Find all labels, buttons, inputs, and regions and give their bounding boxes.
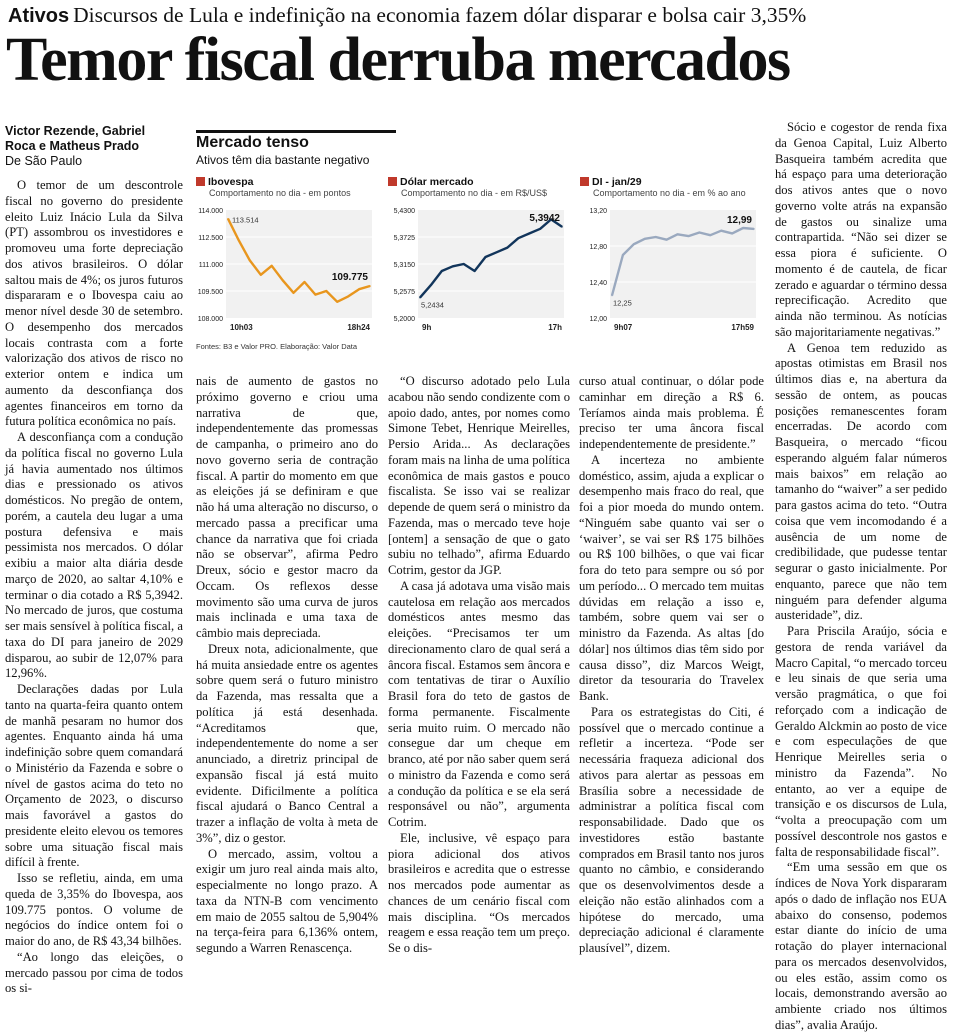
data-point [293, 292, 295, 294]
y-tick-label: 109.500 [197, 289, 223, 296]
data-point [315, 294, 317, 296]
chart-title: DI - jan/29 [580, 176, 642, 188]
paragraph: Para Priscila Araújo, sócia e gestora de renda variável da Macro Capital, “o mercado torceu e leu sinais de que seria uma versão pragmática, o que foi reforçado com a indicação de Geraldo Alckmin ao posto de vice e com especulações de que Henrique Meirelles seria o ministro da Fazenda”. No entanto, ao ver a equipe de transição e os discursos de Lula, “volta a preocupação com um possível descontrole nos gastos e falta de responsabilidade fiscal”. [775, 624, 947, 859]
data-point [507, 247, 509, 249]
data-point [528, 233, 530, 235]
chart-subtitle: Comportamento no dia - em R$/US$ [401, 188, 548, 198]
data-point [358, 288, 360, 290]
x-tick-label: 9h07 [614, 323, 633, 332]
data-point [369, 285, 371, 287]
byline-authors: Victor Rezende, Gabriel Roca e Matheus Prado [5, 124, 146, 153]
data-point [753, 228, 755, 230]
x-tick-label: 17h [548, 323, 562, 332]
chart-svg [196, 200, 379, 350]
data-point [496, 251, 498, 253]
headline: Temor fiscal derruba mercados [6, 26, 790, 94]
y-tick-label: 5,3150 [393, 262, 415, 269]
byline [5, 124, 175, 169]
y-tick-label: 112.500 [198, 235, 223, 242]
data-point [271, 265, 273, 267]
chart-svg [388, 200, 571, 350]
data-point [282, 279, 284, 281]
paragraph: A desconfiança com a condução da política fiscal no governo Lula já havia aumentado nos últimos dias e pressionado os ativos domésticos. No pregão de ontem, porém, a cautela deu lugar a uma postura defensiva e mais pessimista nos mercados. O dólar exibiu a maior alta diária desde março de 2020, ao saltar 4,10% e terminar o dia cotado a R$ 5,3942. No mercado de juros, que costuma ser mais sensível à política fiscal, a taxa do DI para janeiro de 2029 disparou, ao subir de 12,07% para 12,96%. [5, 430, 183, 681]
y-tick-label: 111.000 [198, 262, 223, 269]
data-label-low: 12,25 [613, 298, 632, 308]
chart-marker-icon [580, 177, 589, 186]
data-point [347, 296, 349, 298]
paragraph: A Genoa tem reduzido as apostas otimistas em Brasil nos últimos dias e, na abertura da sessão de ontem, as poucas posições remanescentes foram encerradas. De acordo com Basqueira, o mercado “ficou esperando alguém falar números mais baixos” em relação ao tamanho do “waiver” a ser pedido para gastos acima do teto. “Outra coisa que vem incomodando é a ausência de um nome de credibilidade, que pudesse tentar segurar o gasto inicialmente. Por enquanto, parece que não tem ninguém para defender alguma austeridade”, diz. [775, 340, 947, 623]
y-tick-label: 114.000 [198, 208, 223, 215]
chart-title: Ibovespa [196, 176, 254, 188]
paragraph: curso atual continuar, o dólar pode caminhar em direção a R$ 6. Teríamos ainda mais problema. É preciso ter uma âncora fiscal independentemente de presidente.” [579, 374, 764, 451]
paragraph: “Ao longo das eleições, o mercado passou por cima de todos os si- [5, 949, 183, 996]
plot-area [610, 210, 756, 318]
data-point [419, 297, 421, 299]
data-point [430, 284, 432, 286]
data-point [249, 260, 251, 262]
paragraph: Declarações dadas por Lula tanto na quarta-feira quanto ontem de manhã pesaram no humor dos agentes. Enquanto ainda há uma indefinição sobre quem comandará o Ministério da Fazenda e sobre o nível de gastos acima do teto no Orçamento de 2023, o discurso mais favorável a gastos do presidente eleito elevou os temores sobre uma situação fiscal mais difícil à frente. [5, 682, 183, 870]
x-tick-label: 17h59 [731, 323, 754, 332]
paragraph: A incerteza no ambiente doméstico, assim, ajuda a explicar o desempenho mais fraco do real, que foi a pior moeda do mundo ontem. “Ninguém sabe quanto vai ser o ‘waiver’, se vai ser R$ 175 bilhões ou R$ 100 bilhões, o que vai ficar fora do teto para sempre ou só por um período... O mercado tem muitas dúvidas em relação a isso e, também, sobre quem vai ser o ministro da Fazenda. As altas [do dólar] nos últimos dias têm sido por causa disso”, diz Marcos Weigt, diretor da tesouraria do Travelex Bank. [579, 452, 764, 703]
data-point [688, 235, 690, 237]
data-label-last: 109.775 [331, 272, 368, 284]
data-point [452, 266, 454, 268]
data-label-last: 12,99 [726, 214, 752, 226]
data-point [441, 270, 443, 272]
section-label: Ativos [8, 5, 70, 27]
data-point [742, 227, 744, 229]
data-label-last: 5,3942 [529, 212, 560, 224]
chart-subtitle: Comportamento no dia - em % ao ano [593, 188, 746, 198]
data-point [731, 233, 733, 235]
chart-subtitle: Comportamento no dia - em pontos [209, 188, 351, 198]
data-point [561, 226, 563, 228]
y-tick-label: 5,2000 [393, 316, 415, 323]
y-tick-label: 5,3725 [393, 235, 415, 242]
data-point [677, 234, 679, 236]
x-tick-label: 18h24 [347, 323, 370, 332]
x-tick-label: 9h [422, 323, 432, 332]
data-point [699, 232, 701, 234]
y-tick-label: 12,80 [589, 244, 607, 251]
paragraph: Para os estrategistas do Citi, é possível que o mercado continue a refletir a incerteza. “Pode ser necessária fraqueza adicional dos ativos para alertar as pessoas em Brasília sobre a necessidade de administrar a política fiscal com responsabilidade. Dado que os investidores estão bastante comprados em Brasil tanto nos juros quanto no câmbio, e considerando que os desenvolvimentos desde a eleição não estão alinhados com a hipótese do mercado, uma depreciação adicional é claramente plausível”, dizem. [579, 704, 764, 955]
data-point [304, 281, 306, 283]
paragraph: Sócio e cogestor de renda fixa da Genoa Capital, Luiz Alberto Basqueira também acredita que há espaço para uma deterioração dos ativos antes que o novo governo volte atrás na expansão de gastos ou sinalize uma contrapartida. “Não sei dizer se essa piora é suficiente. O momento é de cautela, de ficar zerado e aguardar o término dessa reprecificação. Acredito que ainda não terminou. As notícias são majoritariamente negativas.” [775, 120, 947, 339]
infographic-subtitle: Ativos têm dia bastante negativo [196, 153, 370, 167]
data-point [227, 218, 229, 220]
article-deck [8, 2, 948, 29]
chart-dolar [388, 176, 571, 352]
deck-text: Discursos de Lula e indefinição na economia fazem dólar disparar e bolsa cair 3,35% [73, 3, 807, 27]
data-point [474, 270, 476, 272]
chart-di [580, 176, 763, 352]
y-tick-label: 12,00 [589, 316, 607, 323]
y-tick-label: 13,20 [589, 208, 607, 215]
data-point [539, 228, 541, 230]
data-point [633, 243, 635, 245]
paragraph: O temor de um descontrole fiscal no governo do presidente eleito Luiz Inácio Lula da Silva (PT) assombrou os investidores e promoveu uma forte depreciação dos ativos brasileiros. O dólar saltou mais de 4%; os juros futuros dispararam e o Ibovespa caiu ao menor nível desde 30 de setembro. O desempenho dos mercados locais contrasta com a forte valorização dos ativos de risco no exterior ontem e indica um aumento da desconfiança dos agentes financeiros em torno da futura política econômica no país. [5, 178, 183, 429]
data-point [655, 236, 657, 238]
data-point [238, 240, 240, 242]
body-column-5 [775, 120, 947, 1034]
data-point [518, 237, 520, 239]
chart-marker-icon [196, 177, 205, 186]
paragraph: “Em uma sessão em que os índices de Nova York dispararam após o dado de inflação nos EUA abaixo do consenso, podemos estar diante do início de uma rotação do player internacional para os mercados desenvolvidos, ou eles estão, assim como os locais, demonstrando aversão ao ambiente criado nos últimos dias”, avalia Araújo. [775, 860, 947, 1032]
data-point [260, 274, 262, 276]
data-point [644, 238, 646, 240]
infographic-title: Mercado tenso [196, 134, 309, 151]
byline-location: De São Paulo [5, 154, 83, 168]
chart-title: Dólar mercado [388, 176, 474, 188]
data-point [485, 256, 487, 258]
body-column-1 [5, 178, 183, 997]
body-column-3 [388, 374, 570, 957]
y-tick-label: 5,4300 [393, 208, 415, 215]
x-tick-label: 10h03 [230, 323, 253, 332]
chart-svg [580, 200, 763, 350]
body-column-4 [579, 374, 764, 957]
paragraph: Dreux nota, adicionalmente, que há muita ansiedade entre os agentes sobre quem será o futuro ministro da Fazenda, mas ressalta que a política já está desenhada. “Acreditamos que, independentemente do nome a ser anunciado, a diretriz principal de expansão fiscal já está muito evidente. Dificilmente a política fiscal ajudará o Banco Central a trazer a inflação de volta à meta de 3%”, diz o gestor. [196, 641, 378, 845]
y-tick-label: 12,40 [589, 280, 607, 287]
data-point [622, 254, 624, 256]
data-label-low: 5,2434 [421, 300, 444, 310]
data-point [336, 301, 338, 303]
paragraph: Ele, inclusive, vê espaço para piora adicional dos ativos brasileiros e acredita que o estresse nos mercados pode aumentar as chances de um cenário fiscal com mais disciplina. “Os mercados reagem e essa reação tem um preço. Se o dis- [388, 830, 570, 955]
infographic-source: Fontes: B3 e Valor PRO. Elaboração: Valor Data [196, 342, 358, 351]
data-label-high: 113.514 [232, 215, 259, 225]
data-point [326, 290, 328, 292]
data-point [463, 263, 465, 265]
infographic [196, 130, 766, 358]
paragraph: O mercado, assim, voltou a exigir um juro real ainda mais alto, especialmente no longo prazo. A taxa da NTN-B com vencimento em maio de 2055 saltou de 5,904% na terça-feira para 6,136% ontem, segundo a Warren Renascença. [196, 846, 378, 955]
data-point [666, 239, 668, 241]
chart-ibovespa [196, 176, 379, 352]
paragraph: “O discurso adotado pelo Lula acabou não sendo condizente com o apoio dado, antes, por nomes como Simone Tebet, Henrique Meirelles, Persio Arida... As declarações foram mais na linha de uma política econômica de mais gastos e pouco fiscalista. Se isso vai se realizar depende de quem será o ministro da Fazenda, mas o mercado teve hoje [ontem] a sensação de que o gato subiu no telhado”, afirma Eduardo Cotrim, gestor da JGP. [388, 374, 570, 577]
chart-marker-icon [388, 177, 397, 186]
infographic-rule [196, 130, 396, 133]
y-tick-label: 108.000 [197, 316, 223, 323]
paragraph: A casa já adotava uma visão mais cautelosa em relação aos mercados domésticos antes mesmo das eleições. “Precisamos ter um direcionamento claro de qual será a âncora fiscal. Estamos sem âncora e com tentativas de tirar o Auxílio Brasil fora do teto de gastos de forma permanente. Fiscalmente seria muito ruim. O mercado não consegue dar um cheque em branco, até por não saber quem será o ministro da Fazenda e como será a condução da política e se ela será responsável ou não”, argumenta Cotrim. [388, 578, 570, 829]
data-point [611, 295, 613, 297]
body-column-2 [196, 374, 378, 957]
data-point [710, 234, 712, 236]
paragraph: Isso se refletiu, ainda, em uma queda de 3,35% do Ibovespa, aos 109.775 pontos. O volume de negócios do índice ontem foi o maior do ano, de R$ 43,34 bilhões. [5, 871, 183, 948]
y-tick-label: 5,2575 [393, 289, 415, 296]
data-point [720, 230, 722, 232]
paragraph: nais de aumento de gastos no próximo governo e criou uma narrativa de que, independentemente das promessas de campanha, o primeiro ano do novo governo seria de contração fiscal. A partir do momento em que as eleições já se definiram e que não há uma alteração no discurso, o mercado passa a precificar uma chance da narrativa que foi criada não se observar”, afirma Pedro Dreux, sócio e gestor macro da Occam. Os reflexos desse movimento são uma curva de juros mais inclinada e uma taxa de câmbio mais depreciada. [196, 374, 378, 640]
